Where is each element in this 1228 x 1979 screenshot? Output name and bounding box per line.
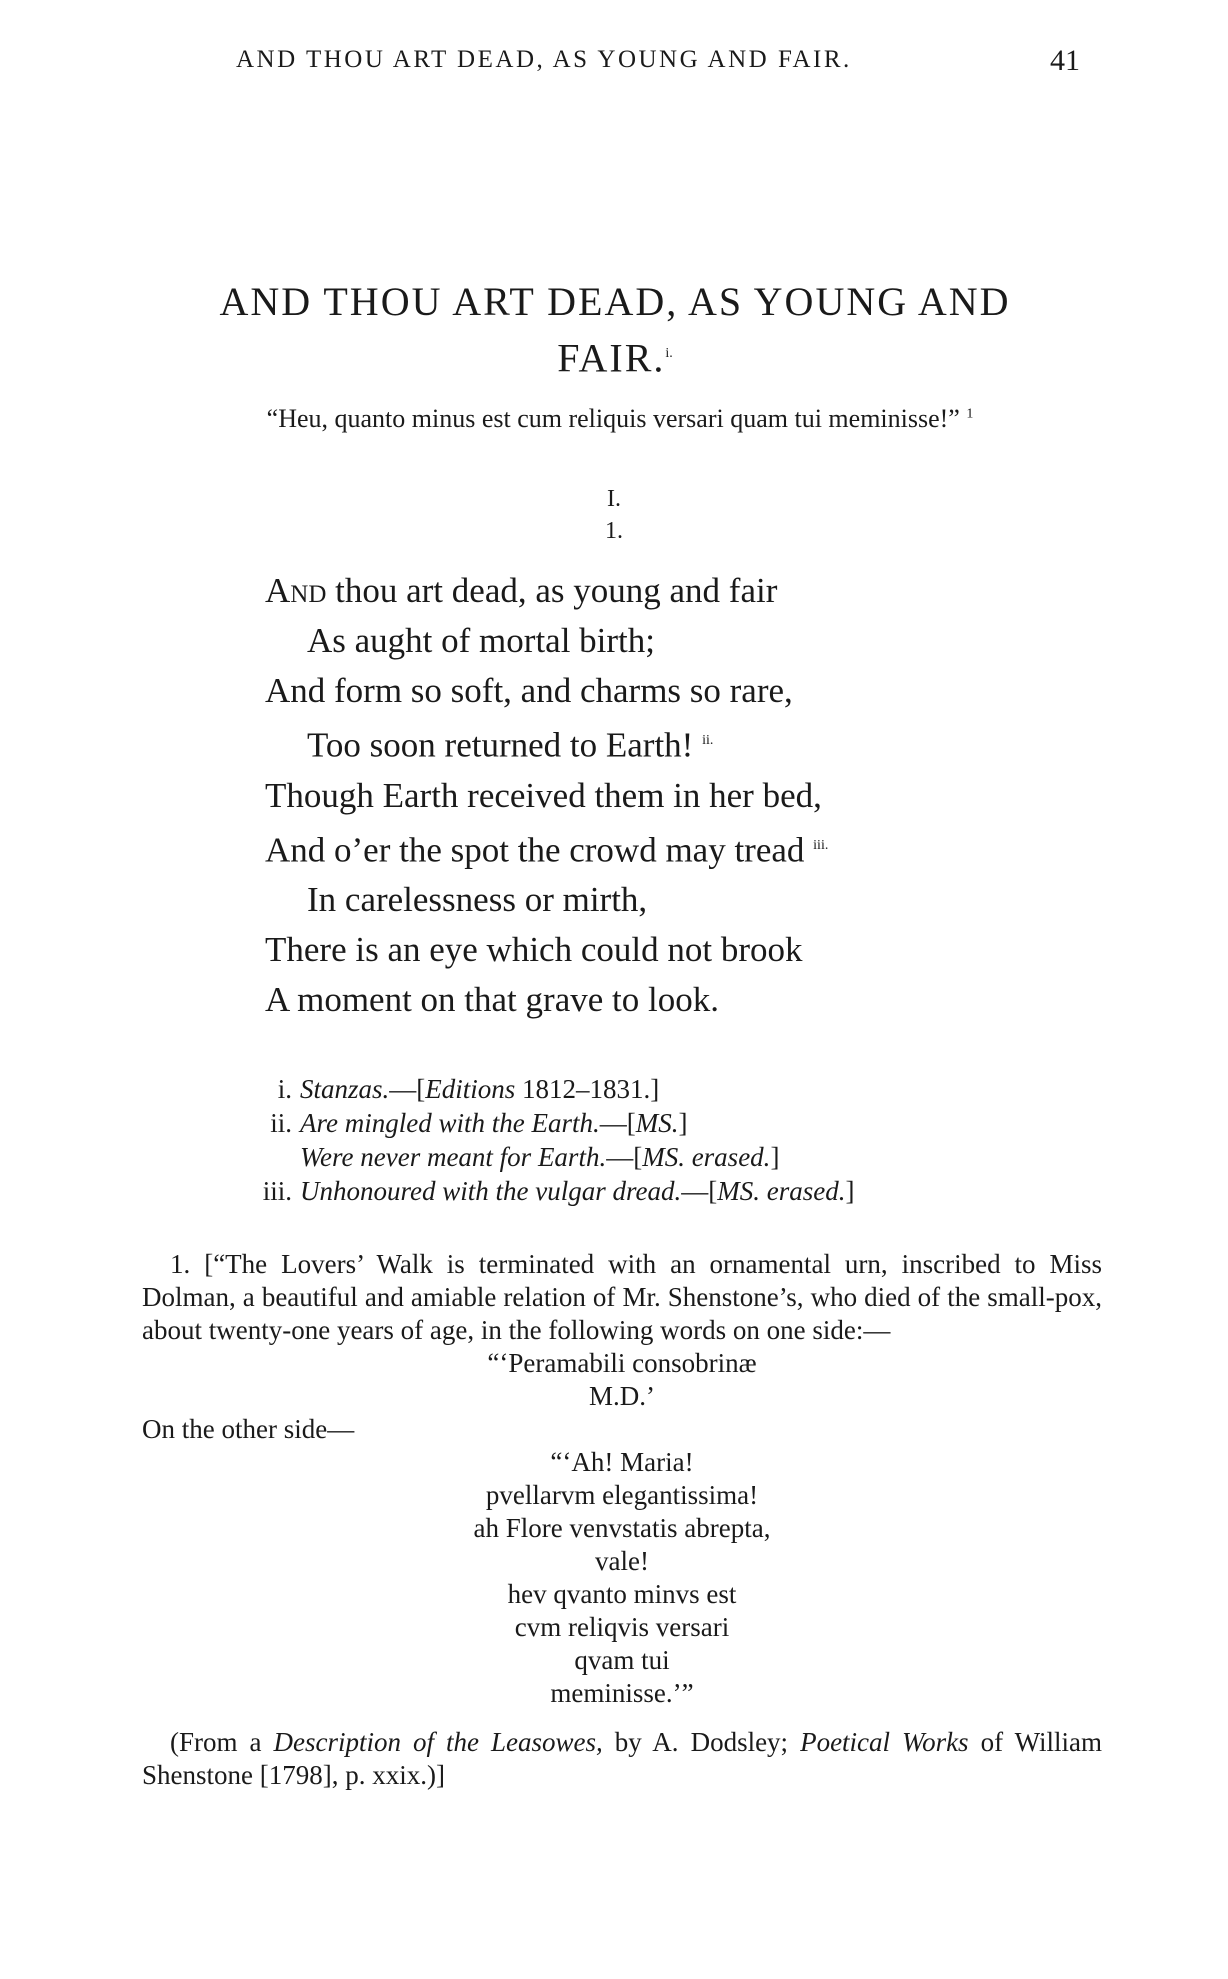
variant-row [200,1174,854,1208]
epigraph-note-ref: 1 [966,406,974,422]
epigraph [145,404,1095,434]
poem-line-text: And o’er the spot the crowd may tread [265,830,805,870]
variant-row [200,1072,854,1106]
poem-title-line-1: AND THOU ART DEAD, AS YOUNG AND [219,279,1011,324]
variant-plain: ] [678,1108,688,1138]
variant-italic: MS. erased. [717,1176,846,1206]
variant-italic: Were never meant for Earth. [300,1142,607,1172]
editor-note [142,1248,1102,1792]
inscription-line: M.D.’ [589,1381,655,1411]
poem-line [265,975,828,1025]
variant-plain: —[ [389,1074,426,1104]
title-variant-ref: i. [665,346,673,361]
poem-line-text: As aught of mortal birth; [307,621,656,660]
poem-line [265,716,828,771]
poem-title-line-2 [150,328,1080,384]
poem-line-text: In carelessness or mirth, [307,880,648,920]
stanza-marks [0,483,1228,547]
variant-italic: MS. [635,1108,679,1138]
poem-line [265,771,828,821]
running-head: AND THOU ART DEAD, AS YOUNG AND FAIR. [236,46,852,73]
poem-line-text: And form so soft, and charms so rare, [265,671,793,710]
page-number: 41 [1050,44,1080,77]
source-citation [142,1726,1102,1792]
variant-plain: 1812–1831.] [515,1074,660,1104]
inscription-line: “‘Peramabili consobrinæ [487,1348,757,1378]
inscription-line: pvellarvm elegantissima! [485,1480,759,1510]
citation-italic: Description of the Leasowes, [273,1727,603,1757]
variant-text [300,1106,687,1140]
poem-line [265,616,828,666]
inscription-other-side [142,1446,1102,1710]
poem-line [265,875,828,925]
poem-line [265,925,828,975]
variant-readings [200,1072,854,1208]
citation-plain: (From a [170,1727,274,1757]
inscription-line: cvm reliqvis versari [514,1612,730,1642]
variant-ref: iii. [813,837,829,853]
poem-line-text: A moment on that grave to look. [265,980,719,1020]
poem-line-initial-word: And [265,571,327,610]
stanza-number: 1. [605,518,623,544]
poem-title [150,276,1080,384]
poem-stanza [265,566,828,1025]
epigraph-text: “Heu, quanto minus est cum reliquis versari quam tui meminisse!” [266,404,960,433]
other-side-label: On the other side— [142,1414,355,1444]
poem-title-line-2-text: FAIR. [557,335,666,381]
variant-number: iii. [262,1176,292,1206]
variant-plain: —[ [606,1142,643,1172]
variant-italic: Unhonoured with the vulgar dread. [300,1176,682,1206]
inscription-line: meminisse.’” [550,1678,694,1708]
variant-number: ii. [270,1108,292,1138]
inscription-one-side [142,1347,1102,1413]
citation-plain: by A. Dodsley; [602,1727,801,1757]
variant-plain: —[ [599,1108,636,1138]
poem-line-rest: thou art dead, as young and fair [326,571,778,610]
variant-number: i. [277,1074,292,1104]
inscription-line: qvam tui [574,1645,670,1675]
variant-plain: ] [845,1176,855,1206]
inscription-line: hev qvanto minvs est [507,1579,737,1609]
inscription-line: ah Flore venvstatis abrepta, [473,1513,771,1543]
poem-line-text: Too soon returned to Earth! [307,725,694,765]
inscription-line: vale! [595,1546,649,1576]
variant-plain: —[ [681,1176,718,1206]
poem-line [265,566,828,616]
poem-line-text: There is an eye which could not brook [265,930,803,970]
citation-plain: of William Shenstone [1798], p. xxix.)] [142,1727,1102,1790]
poem-line-text: Though Earth received them in her bed, [265,775,822,815]
variant-plain: ] [770,1142,780,1172]
poem-line [265,666,828,716]
stanza-mark-roman: I. [607,486,621,512]
variant-text [300,1174,854,1208]
variant-italic: Editions [425,1074,516,1104]
variant-italic: Stanzas. [300,1074,390,1104]
poem-line [265,821,828,876]
variant-italic: Are mingled with the Earth. [300,1108,600,1138]
note-paragraph: 1. [“The Lovers’ Walk is terminated with an ornamental urn, inscribed to Miss Dolman, a beautiful and amiable relation of Mr. Shenstone’s, who died of the small-pox, about twenty-one years of age, in the following words on one side:— [142,1249,1102,1345]
variant-row-continuation [200,1140,854,1174]
variant-italic: MS. erased. [642,1142,771,1172]
citation-italic: Poetical Works [800,1727,969,1757]
variant-text [300,1072,659,1106]
variant-row [200,1106,854,1140]
inscription-line: “‘Ah! Maria! [550,1447,694,1477]
variant-ref: ii. [702,733,714,748]
